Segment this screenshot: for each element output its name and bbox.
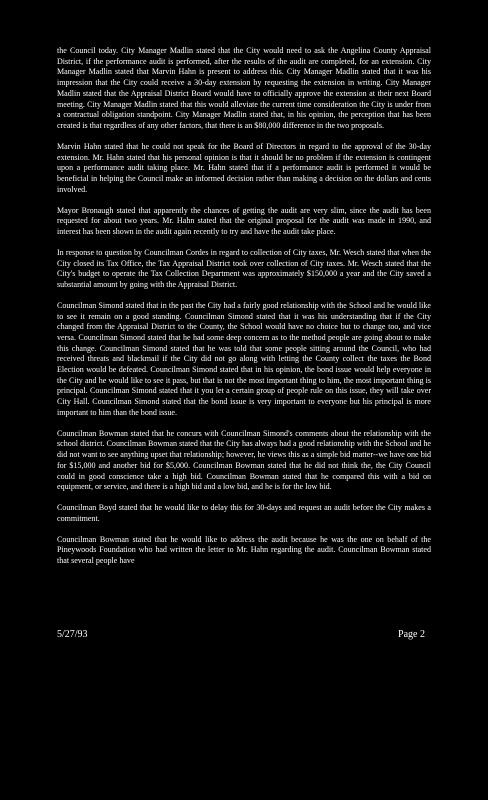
footer-date: 5/27/93 [57, 629, 88, 640]
paragraph: Councilman Boyd stated that he would like to delay this for 30-days and request an audit before the City makes a commitment. [57, 503, 431, 523]
paragraph: Mayor Bronaugh stated that apparently the chances of getting the audit are very slim, since the audit has been requested for about two years. Mr. Hahn stated that the original proposal for the audit was made in 1990, and interest has been shown in the audit again recently to try and have the audit take place. [57, 205, 431, 236]
paragraph: the Council today. City Manager Madlin stated that the City would need to ask the Angelina County Appraisal District, if the performance audit is performed, after the results of the audit are completed, for an extension. City Manager Madlin stated that Marvin Hahn is present to address this. City Manager Madlin stated that it was his impression that the City could receive a 30-day extension by requesting the extension in writing. City Manager Madlin stated that the Appraisal District Board would have to officially approve the extension at their next Board meeting. City Manager Madlin stated that this would alleviate the current time consideration the City is under from a contractual obligation standpoint. City Manager Madlin stated that, in his opinion, the perception that has been created is that regardless of any other factors, that there is an $80,000 difference in the two proposals. [57, 46, 431, 130]
paragraph: Marvin Hahn stated that he could not speak for the Board of Directors in regard to the approval of the 30-day extension. Mr. Hahn stated that his personal opinion is that it should be no problem if the extension is contingent upon a performance audit taking place. Mr. Hahn stated that if a performance audit is performed it would be beneficial in helping the Council make an informed decision rather than making a decision on the dollars and cents involved. [57, 141, 431, 194]
paragraph: In response to question by Councilman Cordes in regard to collection of City taxes, Mr. Wesch stated that when the City closed its Tax Office, the Tax Appraisal District took over collection of City taxes. Mr. Wesch stated that the City's budget to operate the Tax Collection Department was approximately $150,000 a year and the City saved a substantial amount by going with the Appraisal District. [57, 247, 431, 289]
paragraph: Councilman Simond stated that in the past the City had a fairly good relationship with the School and he would like to see it remain on a good standing. Councilman Simond stated that it was his understanding that if the City changed from the Appraisal District to the County, the School would have no choice but to change too, and vice versa. Councilman Simond stated that he had some deep concern as to the method people are going about to make this change. Councilman Simond stated that he was told that some people sitting around the Council, who had received threats and blackmail if the City did not go along with letting the County collect the taxes the Bond Election would be defeated. Councilman Simond stated that in his opinion, the bond issue would help everyone in the City and he would like to see it pass, but that is not the most important thing to him, the most important thing is principal. Councilman Simond stated that it you let a certain group of people rule on this issue, they will take over City Hall. Councilman Simond stated that the bond issue is very important to everyone but his principal is more important to him than the bond issue. [57, 300, 431, 417]
paragraph: Councilman Bowman stated that he would like to address the audit because he was the one on behalf of the Pineywoods Foundation who had written the letter to Mr. Hahn regarding the audit. Councilman Bowman stated that several people have [57, 534, 431, 566]
page-footer [57, 629, 425, 641]
paragraph: Councilman Bowman stated that he concurs with Councilman Simond's comments about the relationship with the school district. Councilman Bowman stated that the City has always had a good relationship with the School and he did not want to see anything upset that relationship; however, he views this as a simple bid matter--we have one bid for $15,000 and another bid for $5,000. Councilman Bowman stated that he did not think the, the City Council could in good conscience take a high bid. Councilman Bowman stated that he compared this with a bid on equipment, or service, and there is a high bid and a low bid, and he is for the low bid. [57, 428, 431, 492]
footer-page-number: Page 2 [398, 629, 425, 640]
